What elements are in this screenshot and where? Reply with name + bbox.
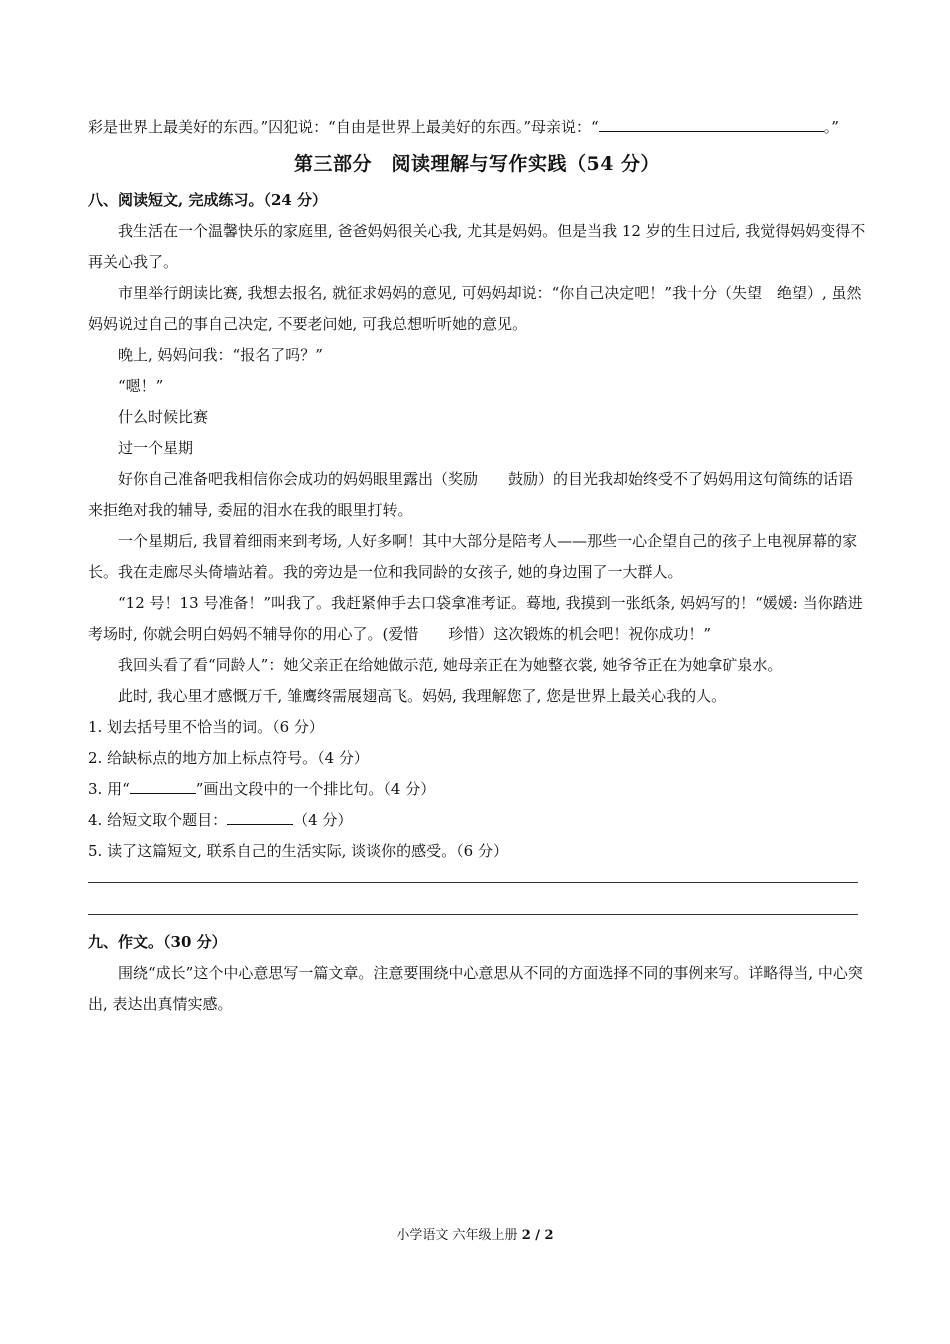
- passage-paragraph: 好你自己准备吧我相信你会成功的妈妈眼里露出（奖励 鼓励）的目光我却始终受不了妈妈用这句简练的话语来拒绝对我的辅导, 委屈的泪水在我的眼里打转。: [88, 470, 854, 519]
- passage-paragraph: 我回头看了看“同龄人”：她父亲正在给她做示范, 她母亲正在为她整衣裳, 她爷爷正在为她拿矿泉水。: [118, 656, 783, 674]
- continuation-end: 。”: [823, 118, 839, 136]
- page-number: 2 / 2: [521, 1228, 554, 1243]
- passage-paragraph: 此时, 我心里才感慨万千, 雏鹰终需展翅高飞。妈妈, 我理解您了, 您是世界上最关心我的人。: [118, 687, 727, 705]
- title-answer-blank[interactable]: [227, 810, 293, 825]
- passage-paragraph: 一个星期后, 我冒着细雨来到考场, 人好多啊！其中大部分是陪考人——那些一心企望自己的孩子上电视屏幕的家长。我在走廊尽头倚墙站着。我的旁边是一位和我同龄的女孩子, 她的身边围了一大群人。: [88, 532, 858, 581]
- question-3-text-end: ”画出文段中的一个排比句。（4 分）: [195, 780, 436, 798]
- footer-label: 小学语文 六年级上册: [396, 1228, 522, 1243]
- passage-paragraph: 晚上, 妈妈问我：“报名了吗？”: [118, 346, 323, 364]
- passage-paragraph: 我生活在一个温馨快乐的家庭里, 爸爸妈妈很关心我, 尤其是妈妈。但是当我 12 岁的生日过后, 我觉得妈妈变得不再关心我了。: [88, 222, 866, 271]
- section-title: 第三部分 阅读理解与写作实践（54 分）: [293, 153, 661, 175]
- q9-heading: 九、作文。（30 分）: [88, 933, 227, 951]
- passage-paragraph: 过一个星期: [118, 439, 194, 457]
- question-5: 5. 读了这篇短文, 联系自己的生活实际, 谈谈你的感受。（6 分）: [88, 842, 508, 860]
- composition-prompt: 围绕“成长”这个中心意思写一篇文章。注意要围绕中心意思从不同的方面选择不同的事例来写。详略得当, 中心突出, 表达出真情实感。: [88, 964, 863, 1013]
- passage-paragraph: “12 号！13 号准备！”叫我了。我赶紧伸手去口袋拿准考证。蓦地, 我摸到一张纸条, 妈妈写的！“媛媛: 当你踏进考场时, 你就会明白妈妈不辅导你的用心了。(爱惜 珍惜）这次锻炼的机会吧！祝你成功！”: [88, 594, 863, 643]
- continuation-line: [88, 112, 866, 143]
- question-2: 2. 给缺标点的地方加上标点符号。（4 分）: [88, 749, 369, 767]
- question-3-text: 3. 用“: [88, 780, 130, 798]
- question-4: [88, 805, 866, 836]
- q8-heading: 八、阅读短文, 完成练习。（24 分）: [88, 191, 328, 209]
- answer-blank[interactable]: [599, 117, 824, 132]
- question-3: [88, 774, 866, 805]
- passage-paragraph: 市里举行朗读比赛, 我想去报名, 就征求妈妈的意见, 可妈妈却说：“你自己决定吧！”我十分（失望 绝望）, 虽然妈妈说过自己的事自己决定, 不要老问她, 可我总想听听她的意见。: [88, 284, 862, 333]
- question-4-score: （4 分）: [293, 811, 353, 829]
- page-footer: [0, 1226, 950, 1246]
- exam-page: [88, 112, 866, 1020]
- question-1: 1. 划去括号里不恰当的词。（6 分）: [88, 718, 324, 736]
- continuation-text: 彩是世界上最美好的东西。”囚犯说：“自由是世界上最美好的东西。”母亲说：“: [88, 118, 599, 136]
- passage-paragraph: 什么时候比赛: [118, 408, 209, 426]
- question-4-text: 4. 给短文取个题目：: [88, 811, 228, 829]
- passage-paragraph: “嗯！”: [118, 377, 164, 395]
- answer-blank[interactable]: [130, 779, 196, 794]
